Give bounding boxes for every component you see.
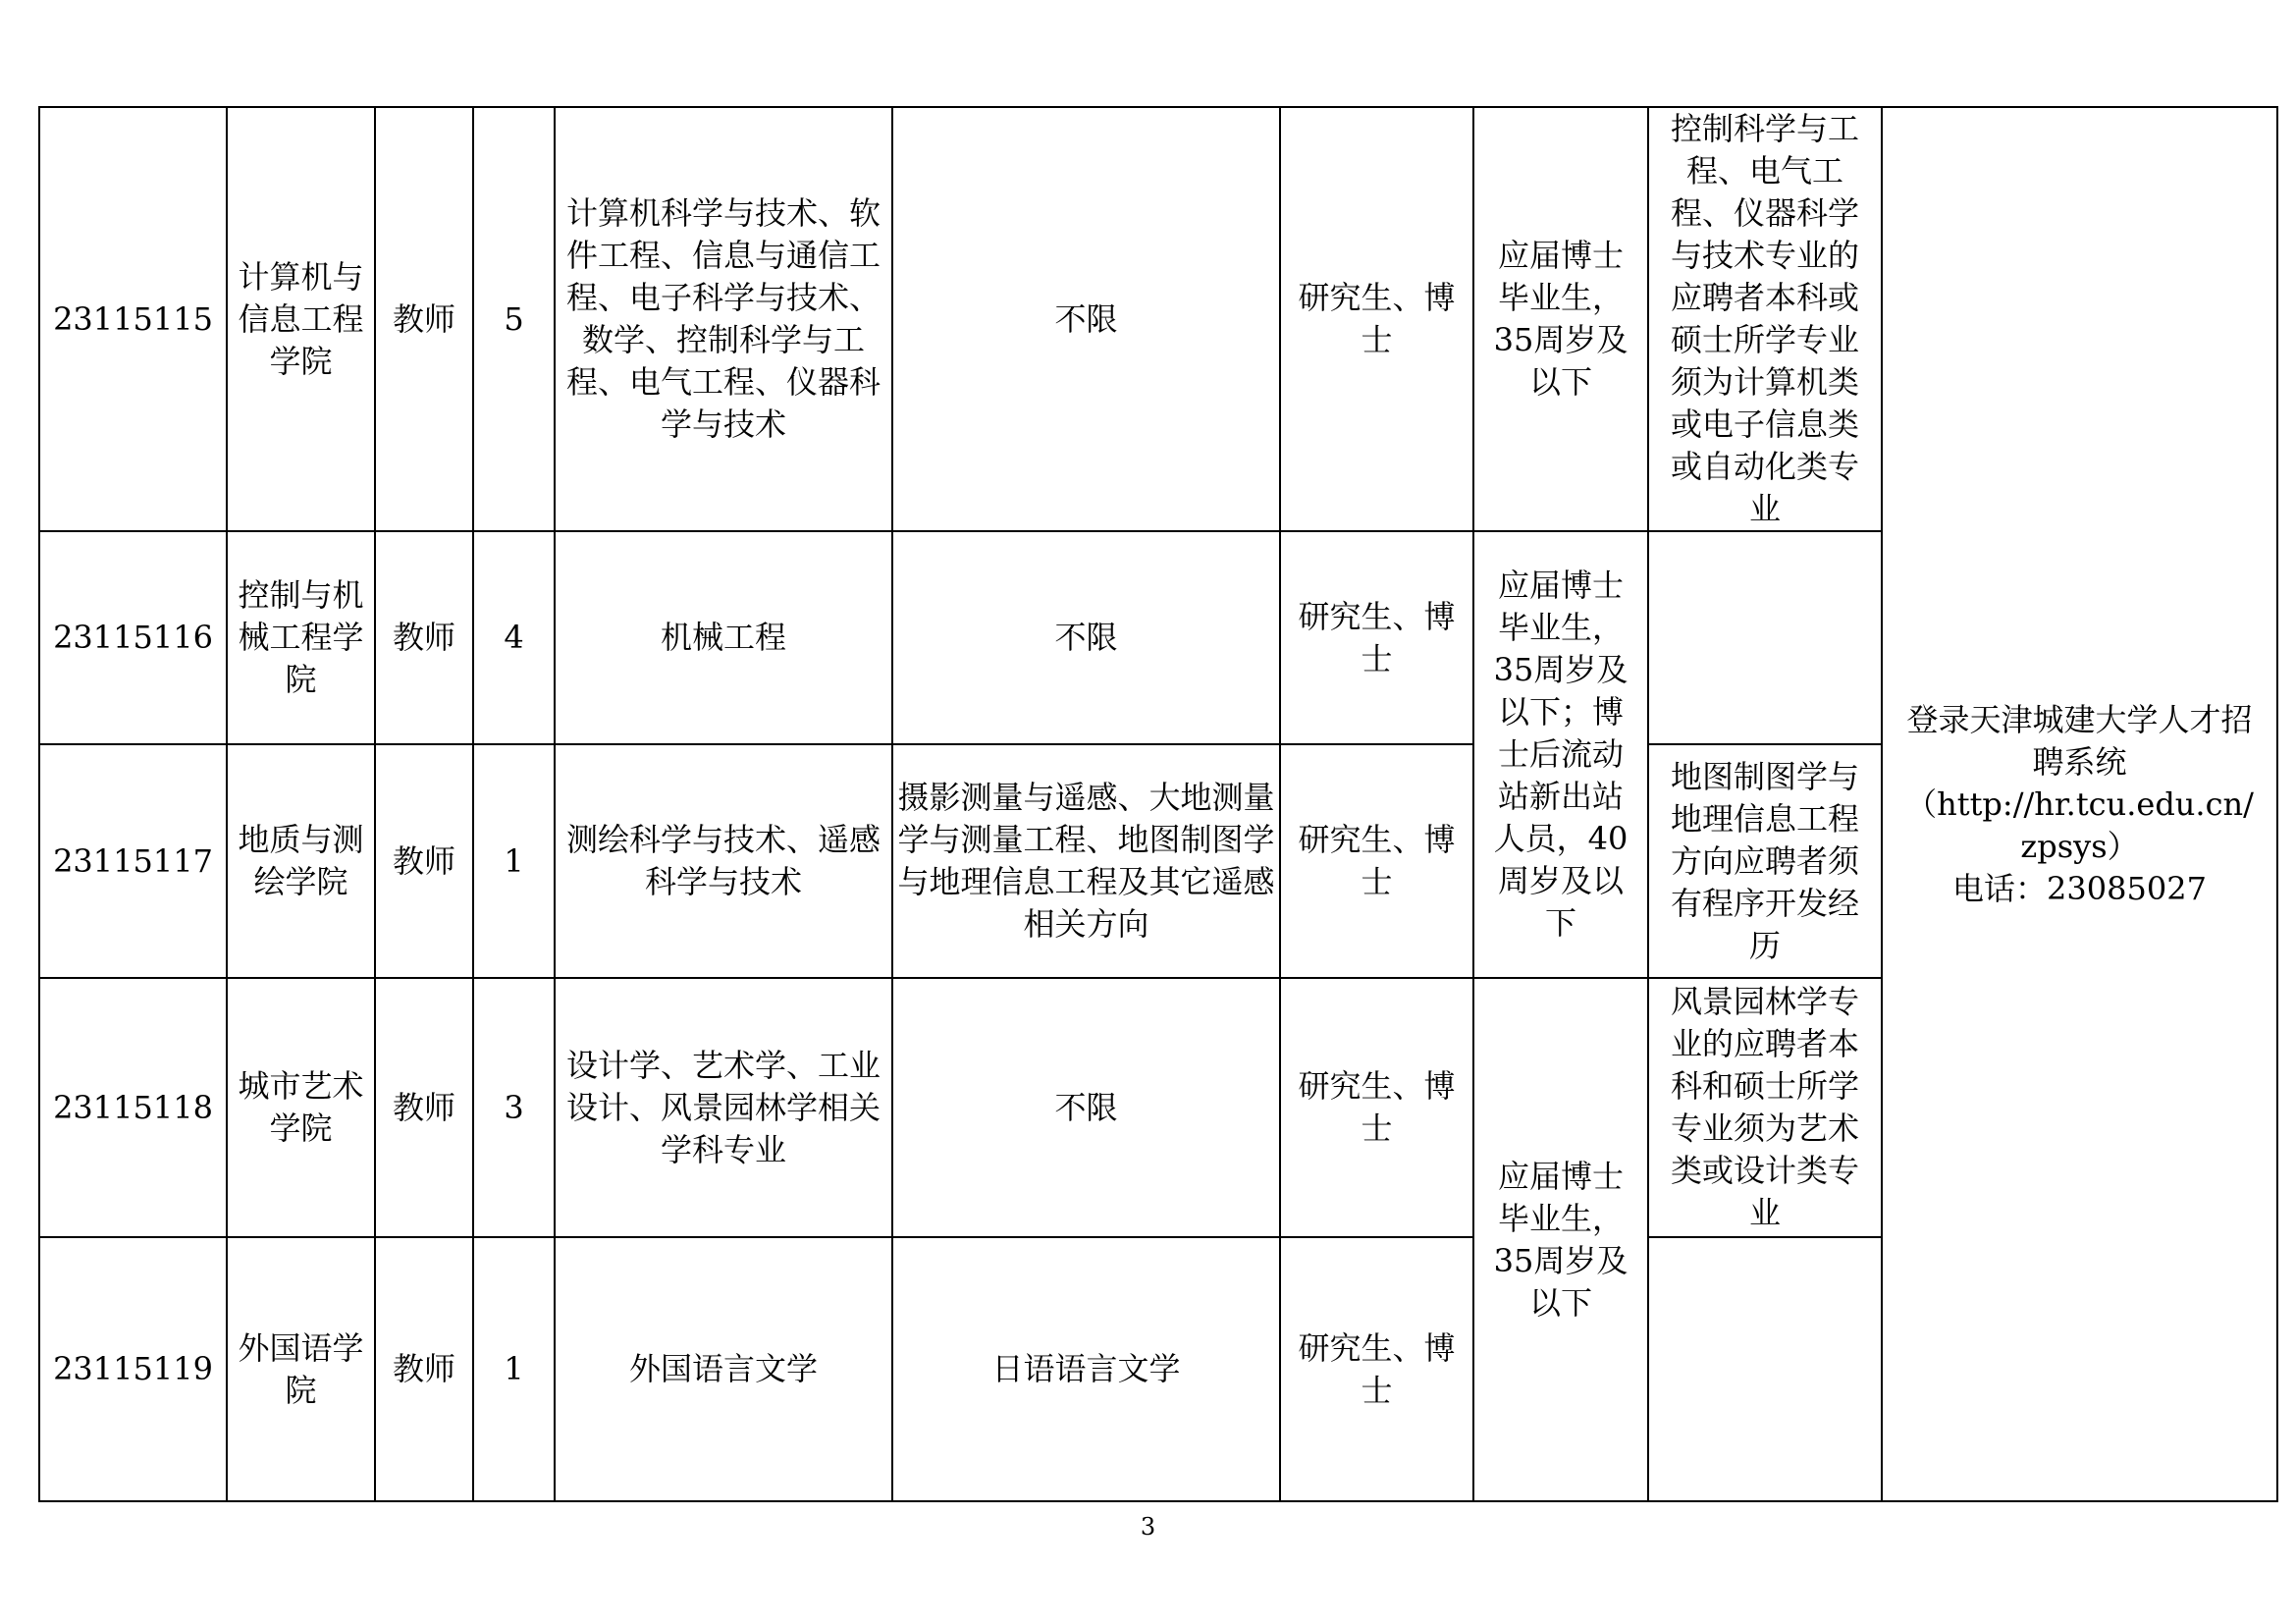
job-code-cell: 23115119	[39, 1237, 227, 1501]
position-cell: 教师	[375, 531, 473, 744]
other-requirement-cell	[1648, 1237, 1882, 1501]
headcount-cell: 1	[473, 1237, 555, 1501]
major-general-cell: 机械工程	[555, 531, 892, 744]
headcount-cell: 5	[473, 107, 555, 531]
headcount-cell: 4	[473, 531, 555, 744]
position-cell: 教师	[375, 978, 473, 1237]
major-general-cell: 计算机科学与技术、软件工程、信息与通信工程、电子科学与技术、数学、控制科学与工程、电气工程、仪器科学与技术	[555, 107, 892, 531]
position-cell: 教师	[375, 744, 473, 978]
major-general-cell: 测绘科学与技术、遥感科学与技术	[555, 744, 892, 978]
college-cell: 城市艺术学院	[227, 978, 375, 1237]
other-requirement-cell	[1648, 531, 1882, 744]
education-cell: 研究生、博士	[1280, 744, 1473, 978]
headcount-cell: 1	[473, 744, 555, 978]
headcount-cell: 3	[473, 978, 555, 1237]
major-specific-cell: 不限	[892, 107, 1280, 531]
table-row	[39, 107, 2277, 531]
college-cell: 地质与测绘学院	[227, 744, 375, 978]
major-specific-cell: 不限	[892, 531, 1280, 744]
job-code-cell: 23115117	[39, 744, 227, 978]
education-cell: 研究生、博士	[1280, 107, 1473, 531]
other-requirement-cell: 控制科学与工程、电气工程、仪器科学与技术专业的应聘者本科或硕士所学专业须为计算机类或电子信息类或自动化类专业	[1648, 107, 1882, 531]
age-requirement-cell: 应届博士毕业生，35周岁及以下；博士后流动站新出站人员，40周岁及以下	[1473, 531, 1648, 978]
job-code-cell: 23115116	[39, 531, 227, 744]
page-number: 3	[1140, 1513, 1156, 1541]
contact-phone: 电话：23085027	[1952, 869, 2207, 907]
major-specific-cell: 不限	[892, 978, 1280, 1237]
education-cell: 研究生、博士	[1280, 978, 1473, 1237]
position-cell: 教师	[375, 107, 473, 531]
position-cell: 教师	[375, 1237, 473, 1501]
job-code-cell: 23115118	[39, 978, 227, 1237]
major-general-cell: 外国语言文学	[555, 1237, 892, 1501]
recruitment-table	[38, 106, 2278, 1502]
education-cell: 研究生、博士	[1280, 1237, 1473, 1501]
college-cell: 外国语学院	[227, 1237, 375, 1501]
age-requirement-cell: 应届博士毕业生，35周岁及以下	[1473, 978, 1648, 1501]
job-code-cell: 23115115	[39, 107, 227, 531]
major-specific-cell: 摄影测量与遥感、大地测量学与测量工程、地图制图学与地理信息工程及其它遥感相关方向	[892, 744, 1280, 978]
college-cell: 控制与机械工程学院	[227, 531, 375, 744]
education-cell: 研究生、博士	[1280, 531, 1473, 744]
age-requirement-cell: 应届博士毕业生，35周岁及以下	[1473, 107, 1648, 531]
other-requirement-cell: 风景园林学专业的应聘者本科和硕士所学专业须为艺术类或设计类专业	[1648, 978, 1882, 1237]
major-general-cell: 设计学、艺术学、工业设计、风景园林学相关学科专业	[555, 978, 892, 1237]
contact-url: （http://hr.tcu.edu.cn/zpsys）	[1905, 785, 2254, 865]
college-cell: 计算机与信息工程学院	[227, 107, 375, 531]
major-specific-cell: 日语语言文学	[892, 1237, 1280, 1501]
other-requirement-cell: 地图制图学与地理信息工程方向应聘者须有程序开发经历	[1648, 744, 1882, 978]
contact-cell	[1882, 107, 2277, 1501]
contact-line: 登录天津城建大学人才招聘系统	[1906, 700, 2253, 781]
